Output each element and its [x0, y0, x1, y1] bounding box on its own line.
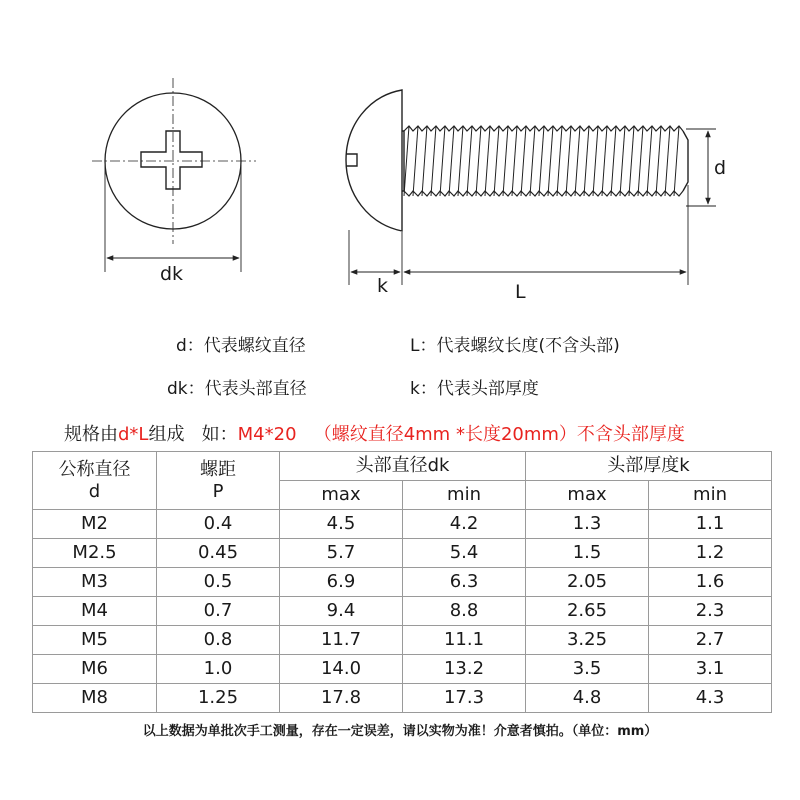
cell-d: M3 — [33, 568, 157, 597]
label-k: k — [377, 275, 389, 297]
spec-formula: d*L — [118, 424, 149, 445]
spec-line — [64, 420, 685, 446]
cell-dk-min: 11.1 — [403, 626, 526, 655]
cell-k-min: 1.1 — [649, 510, 772, 539]
cell-k-max: 1.3 — [526, 510, 649, 539]
cell-k-max: 3.5 — [526, 655, 649, 684]
table-row — [33, 626, 772, 655]
cell-d: M2.5 — [33, 539, 157, 568]
table-row — [33, 684, 772, 713]
cell-k-min: 1.6 — [649, 568, 772, 597]
head-top-view — [92, 78, 256, 272]
cell-k-max: 2.65 — [526, 597, 649, 626]
header-nominal-diameter: 公称直径 d — [33, 452, 157, 510]
cell-d: M6 — [33, 655, 157, 684]
cell-d: M5 — [33, 626, 157, 655]
legend-dk: dk：代表头部直径 — [167, 379, 307, 399]
header-k-min: min — [649, 481, 772, 510]
header-head-diameter: 头部直径dk — [280, 452, 526, 481]
cell-k-max: 1.5 — [526, 539, 649, 568]
cell-k-min: 4.3 — [649, 684, 772, 713]
cell-dk-max: 5.7 — [280, 539, 403, 568]
cell-k-min: 3.1 — [649, 655, 772, 684]
cell-dk-min: 6.3 — [403, 568, 526, 597]
cell-dk-min: 8.8 — [403, 597, 526, 626]
table-row — [33, 568, 772, 597]
label-L: L — [515, 281, 526, 303]
spec-example: M4*20 — [237, 424, 297, 445]
phillips-cross-icon — [141, 131, 202, 189]
cell-p: 0.8 — [157, 626, 280, 655]
table-row — [33, 539, 772, 568]
spec-explanation: （螺纹直径4mm *长度20mm）不含头部厚度 — [296, 424, 685, 445]
cell-dk-max: 17.8 — [280, 684, 403, 713]
screw-head — [346, 90, 402, 231]
cell-k-max: 2.05 — [526, 568, 649, 597]
spec-prefix: 规格由 — [64, 424, 118, 445]
cell-dk-max: 6.9 — [280, 568, 403, 597]
cell-d: M8 — [33, 684, 157, 713]
screw-drawing — [0, 0, 800, 310]
cell-dk-max: 9.4 — [280, 597, 403, 626]
header-dk-min: min — [403, 481, 526, 510]
cell-dk-min: 4.2 — [403, 510, 526, 539]
cell-k-max: 3.25 — [526, 626, 649, 655]
spec-middle: 组成 如： — [148, 424, 238, 445]
header-head-thickness: 头部厚度k — [526, 452, 772, 481]
legend-L: L：代表螺纹长度(不含头部) — [410, 336, 620, 356]
label-d: d — [714, 157, 727, 179]
cell-dk-max: 4.5 — [280, 510, 403, 539]
footnote: 以上数据为单批次手工测量，存在一定误差，请以实物为准！介意者慎拍。（单位：mm） — [142, 724, 658, 739]
table-row — [33, 655, 772, 684]
header-k-max: max — [526, 481, 649, 510]
cell-k-max: 4.8 — [526, 684, 649, 713]
cell-p: 1.25 — [157, 684, 280, 713]
cell-dk-min: 17.3 — [403, 684, 526, 713]
cell-k-min: 2.7 — [649, 626, 772, 655]
screw-side-view — [346, 90, 688, 231]
cell-d: M2 — [33, 510, 157, 539]
header-pitch: 螺距 P — [157, 452, 280, 510]
cell-p: 0.45 — [157, 539, 280, 568]
cell-p: 0.5 — [157, 568, 280, 597]
legend-d: d：代表螺纹直径 — [176, 336, 306, 356]
label-dk: dk — [160, 263, 184, 285]
table-row — [33, 597, 772, 626]
cell-p: 0.7 — [157, 597, 280, 626]
header-dk-max: max — [280, 481, 403, 510]
spec-table — [32, 451, 772, 713]
cell-k-min: 2.3 — [649, 597, 772, 626]
legend-k: k：代表头部厚度 — [410, 379, 539, 399]
cell-dk-min: 13.2 — [403, 655, 526, 684]
cell-dk-max: 14.0 — [280, 655, 403, 684]
cell-d: M4 — [33, 597, 157, 626]
cell-k-min: 1.2 — [649, 539, 772, 568]
cell-p: 1.0 — [157, 655, 280, 684]
cell-dk-max: 11.7 — [280, 626, 403, 655]
cell-dk-min: 5.4 — [403, 539, 526, 568]
cell-p: 0.4 — [157, 510, 280, 539]
table-row — [33, 510, 772, 539]
